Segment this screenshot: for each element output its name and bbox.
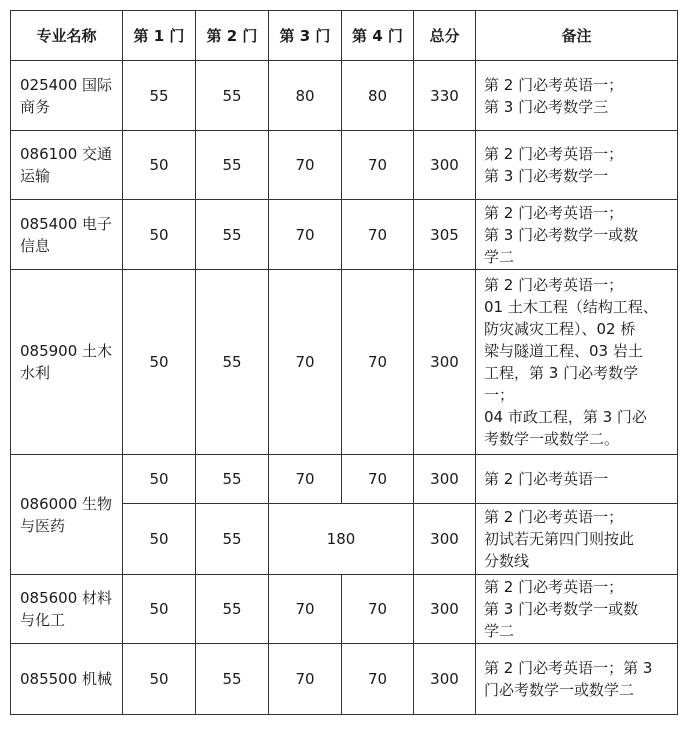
subject-1-score: 50 [123,131,196,200]
note-text: 第 2 门必考英语一； 初试若无第四门则按此 分数线 [484,508,635,570]
total-score: 300 [414,270,476,455]
header-major: 专业名称 [11,11,123,61]
header-total: 总分 [414,11,476,61]
header-subject-4: 第 4 门 [342,11,414,61]
note-cell [476,644,678,715]
subject-2-score: 55 [196,270,269,455]
subject-2-score: 55 [196,455,269,504]
total-score: 300 [414,504,476,575]
score-table-container [10,10,678,715]
note-text: 第 2 门必考英语一； 01 土木工程（结构工程、 防灾减灾工程）、02 桥 梁与隧道工程、03 岩土 工程，第 3 门必考数学 一； 04 市政工程，第 3 门必 考数学一或数学二。 [484,276,658,448]
note-cell [476,131,678,200]
table-row [11,455,678,504]
note-text: 第 2 门必考英语一；第 3 门必考数学一或数学二 [484,659,653,699]
major-cell [11,131,123,200]
subject-3-score: 70 [269,575,342,644]
table-row [11,131,678,200]
subject-1-score: 50 [123,644,196,715]
note-text: 第 2 门必考英语一； 第 3 门必考数学一或数 学二 [484,203,639,266]
subject-4-score: 70 [342,644,414,715]
subject-3-score: 70 [269,200,342,270]
table-row [11,575,678,644]
subject-4-score: 80 [342,61,414,131]
score-table [10,10,678,715]
subject-3-score: 80 [269,61,342,131]
table-row [11,61,678,131]
subject-1-score: 50 [123,270,196,455]
total-score: 300 [414,644,476,715]
subject-3-score: 70 [269,131,342,200]
subject-4-score: 70 [342,575,414,644]
note-text: 第 2 门必考英语一 [484,470,609,488]
major-name: 085500 机械 [20,670,113,688]
note-cell [476,200,678,270]
subject-2-score: 55 [196,131,269,200]
subject-2-score: 55 [196,200,269,270]
subject-3-score: 70 [269,455,342,504]
table-header-row [11,11,678,61]
note-text: 第 2 门必考英语一； 第 3 门必考数学三 [484,75,624,116]
subject-1-score: 50 [123,504,196,575]
table-row [11,270,678,455]
subject-4-score: 70 [342,455,414,504]
note-cell [476,504,678,575]
major-name: 085900 土木 水利 [20,342,113,382]
subject-2-score: 55 [196,61,269,131]
header-subject-1: 第 1 门 [123,11,196,61]
note-text: 第 2 门必考英语一； 第 3 门必考数学一或数 学二 [484,578,639,640]
major-cell [11,455,123,575]
total-score: 330 [414,61,476,131]
subject-3-score: 70 [269,644,342,715]
total-score: 300 [414,131,476,200]
header-notes: 备注 [476,11,678,61]
major-cell [11,644,123,715]
subject-3-score: 70 [269,270,342,455]
note-cell [476,575,678,644]
subject-2-score: 55 [196,504,269,575]
subject-2-score: 55 [196,575,269,644]
subject-1-score: 50 [123,200,196,270]
major-name: 086100 交通 运输 [20,145,113,185]
subject-4-score: 70 [342,200,414,270]
major-name: 085600 材料 与化工 [20,589,113,629]
header-subject-3: 第 3 门 [269,11,342,61]
subject-1-score: 50 [123,455,196,504]
major-name: 025400 国际 商务 [20,75,113,116]
major-cell [11,575,123,644]
header-subject-2: 第 2 门 [196,11,269,61]
total-score: 300 [414,575,476,644]
subject-4-score: 70 [342,131,414,200]
subject-1-score: 50 [123,575,196,644]
note-cell [476,455,678,504]
table-row [11,200,678,270]
subject-3-4-combined-score: 180 [269,504,414,575]
major-cell [11,61,123,131]
note-cell [476,61,678,131]
subject-4-score: 70 [342,270,414,455]
total-score: 305 [414,200,476,270]
table-row [11,644,678,715]
subject-1-score: 55 [123,61,196,131]
note-text: 第 2 门必考英语一； 第 3 门必考数学一 [484,145,624,185]
major-name: 086000 生物 与医药 [20,494,113,535]
subject-2-score: 55 [196,644,269,715]
major-cell [11,200,123,270]
major-name: 085400 电子 信息 [20,214,113,255]
note-cell [476,270,678,455]
major-cell [11,270,123,455]
total-score: 300 [414,455,476,504]
